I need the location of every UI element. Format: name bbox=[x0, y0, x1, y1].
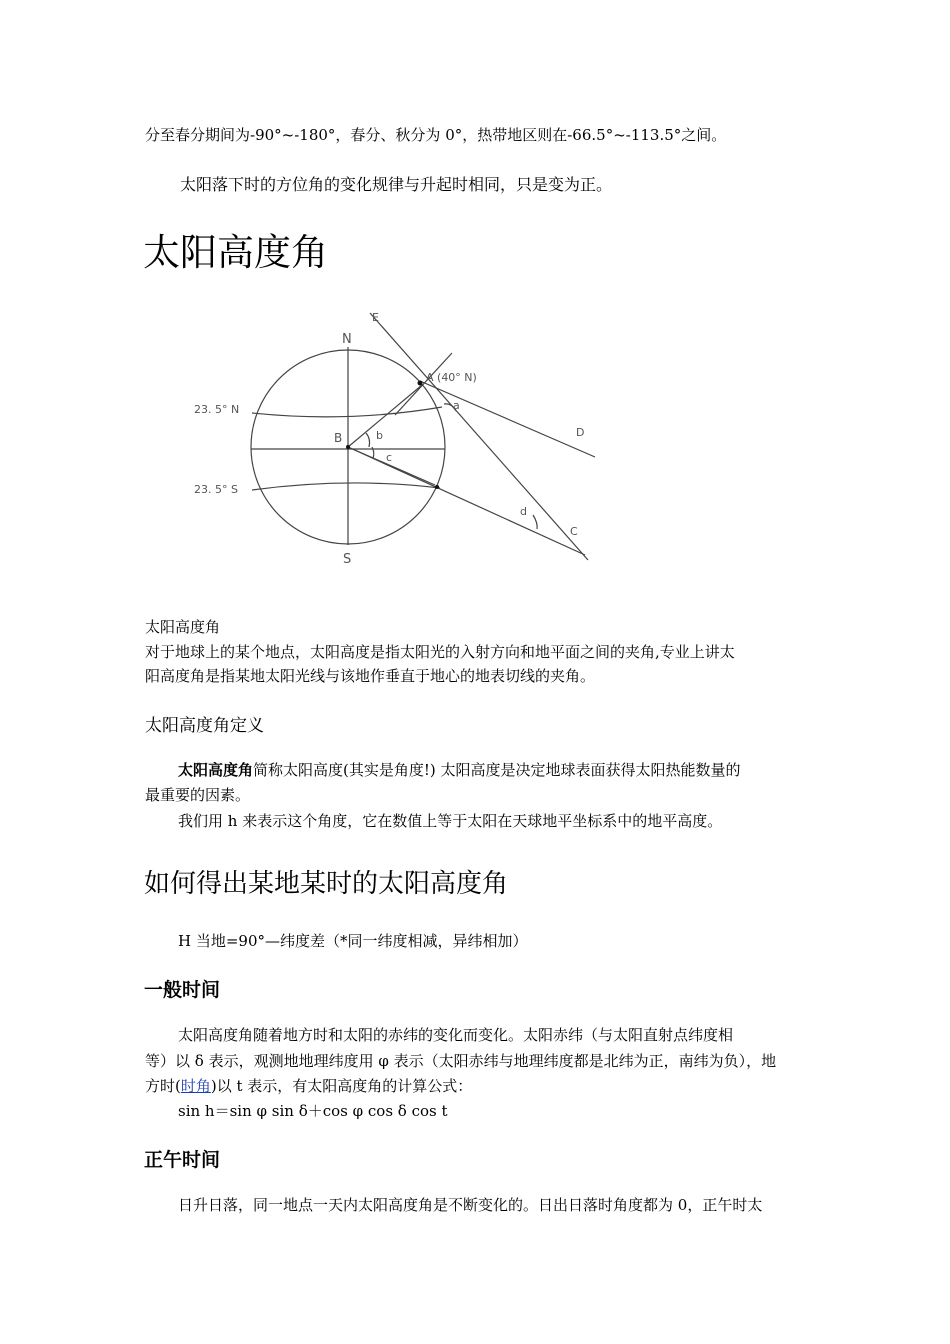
general-line-3-pre: 方时( bbox=[145, 1077, 181, 1095]
noon-line-1: 日升日落，同一地点一天内太阳高度角是不断变化的。日出日落时角度都为 0，正午时太 bbox=[178, 1196, 763, 1214]
ray-b-c-line bbox=[348, 447, 585, 555]
point-b-dot bbox=[346, 445, 350, 449]
label-e: E bbox=[372, 311, 379, 324]
figure-caption: 太阳高度角 bbox=[145, 618, 221, 636]
point-a-dot bbox=[418, 381, 423, 386]
sunset-note-text: 太阳落下时的方位角的变化规律与升起时相同，只是变为正。 bbox=[180, 175, 613, 194]
noon-time-heading: 正午时间 bbox=[144, 1149, 221, 1171]
page-title: 太阳高度角 bbox=[143, 231, 328, 274]
intro-continued-text: 分至春分期间为-90°~-180°，春分、秋分为 0°，热带地区则在-66.5°~-113.5°之间。 bbox=[145, 126, 727, 144]
general-line-2: 等）以 δ 表示，观测地地理纬度用 φ 表示（太阳赤纬与地理纬度都是北纬为正，南纬为负），地 bbox=[145, 1052, 777, 1070]
label-n: N bbox=[342, 332, 352, 347]
label-a: A (40° N) bbox=[426, 371, 477, 384]
tropic-of-cancer-line bbox=[252, 407, 442, 417]
definition-line-3: 我们用 h 来表示这个角度，它在数值上等于太阳在天球地平坐标系中的地平高度。 bbox=[178, 812, 723, 830]
hour-angle-link[interactable]: 时角 bbox=[180, 1077, 211, 1095]
ray-a-d-line bbox=[420, 381, 595, 457]
definition-line-1 bbox=[178, 758, 741, 782]
label-c: C bbox=[570, 525, 578, 538]
tropic-of-capricorn-line bbox=[252, 483, 440, 490]
definition-line-1-rest: 简称太阳高度(其实是角度!) 太阳高度是决定地球表面获得太阳热能数量的 bbox=[253, 761, 741, 779]
description-line-2: 阳高度角是指某地太阳光线与该地作垂直于地心的地表切线的夹角。 bbox=[145, 667, 596, 685]
definition-heading: 太阳高度角定义 bbox=[145, 716, 264, 736]
how-heading: 如何得出某地某时的太阳高度角 bbox=[144, 869, 509, 899]
sin-formula-text: sin h＝sin φ sin δ＋cos φ cos δ cos t bbox=[178, 1102, 448, 1120]
description-line-1: 对于地球上的某个地点，太阳高度是指太阳光的入射方向和地平面之间的夹角,专业上讲太 bbox=[145, 643, 735, 661]
local-formula-text: H 当地=90°—纬度差（*同一纬度相减，异纬相加） bbox=[178, 932, 528, 950]
general-time-heading: 一般时间 bbox=[144, 979, 221, 1001]
ray-e-c-line bbox=[370, 313, 588, 560]
definition-term: 太阳高度角 bbox=[178, 761, 254, 779]
label-s: S bbox=[343, 552, 352, 567]
label-lat-s: 23. 5° S bbox=[194, 483, 238, 496]
label-angle-d: d bbox=[520, 505, 527, 518]
angle-b-arc bbox=[366, 433, 370, 447]
angle-d-arc bbox=[533, 515, 537, 529]
label-angle-a: a bbox=[453, 399, 460, 412]
point-lower-dot bbox=[435, 485, 439, 489]
label-lat-n: 23. 5° N bbox=[194, 403, 240, 416]
tangent-line bbox=[395, 353, 452, 415]
label-angle-c: c bbox=[386, 451, 393, 464]
definition-line-2: 最重要的因素。 bbox=[145, 786, 251, 804]
label-angle-b: b bbox=[376, 429, 383, 442]
general-line-3 bbox=[145, 1074, 472, 1098]
label-d: D bbox=[576, 426, 585, 439]
general-line-3-post: )以 t 表示，有太阳高度角的计算公式： bbox=[210, 1077, 473, 1095]
general-line-1: 太阳高度角随着地方时和太阳的赤纬的变化而变化。太阳赤纬（与太阳直射点纬度相 bbox=[178, 1026, 734, 1044]
label-b: B bbox=[334, 431, 343, 445]
solar-altitude-diagram bbox=[190, 305, 610, 575]
